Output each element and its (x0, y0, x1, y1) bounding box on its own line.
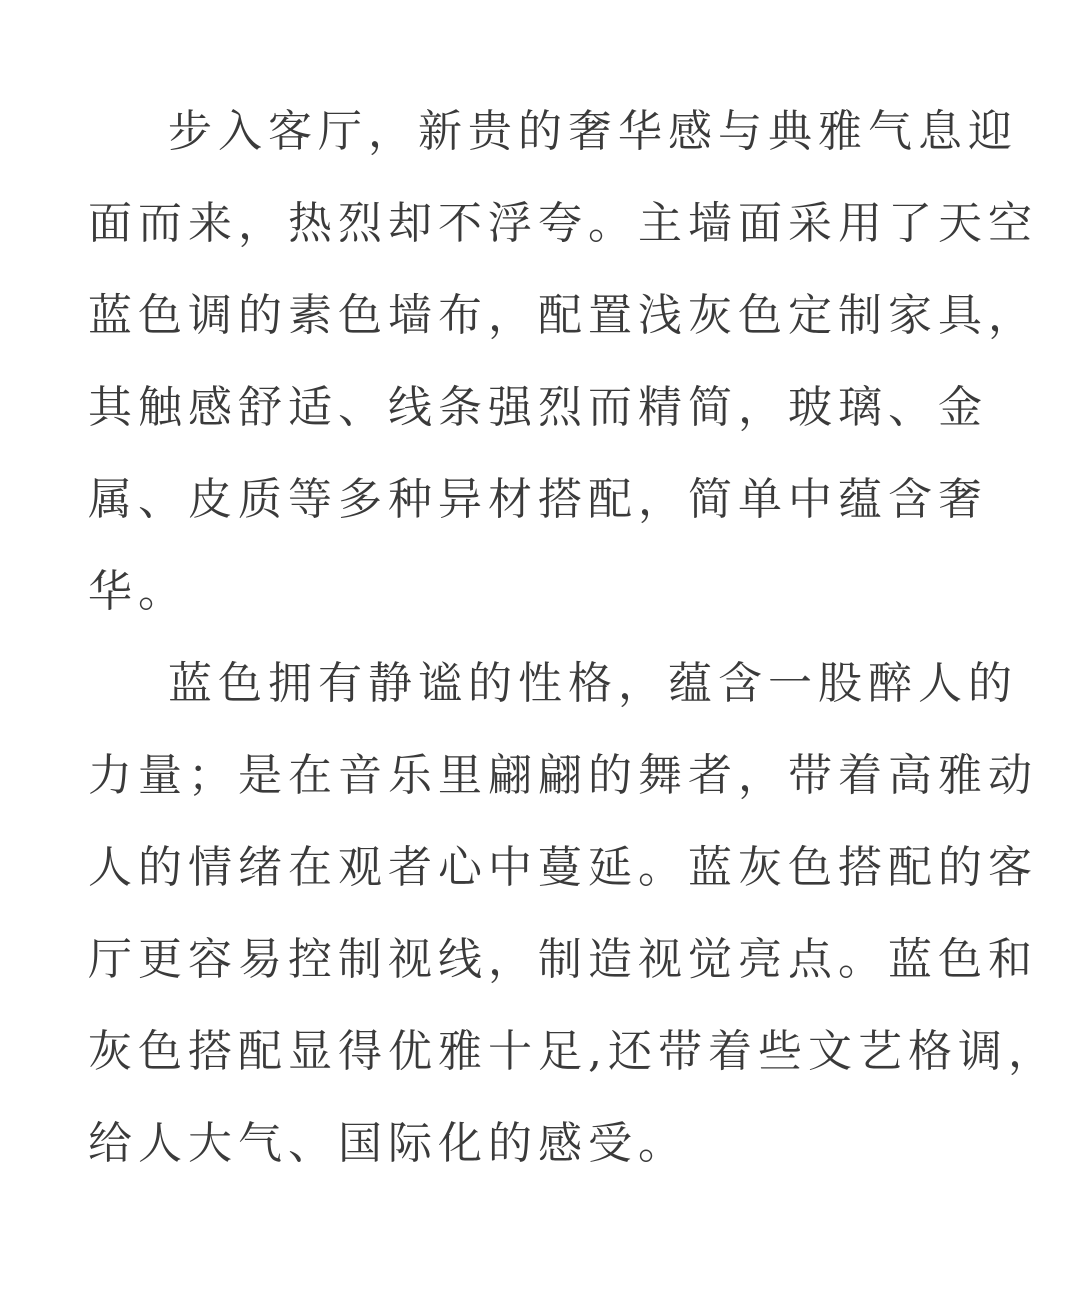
text-line: 步入客厅，新贵的奢华感与典雅气息迎 (168, 106, 1018, 157)
text-line: 给人大气、国际化的感受。 (88, 1118, 688, 1169)
text-line: 属、皮质等多种异材搭配，简单中蕴含奢 (88, 474, 988, 525)
text-line: 灰色搭配显得优雅十足,还带着些文艺格调， (88, 1026, 1058, 1077)
text-line: 华。 (88, 566, 188, 617)
text-line: 力量；是在音乐里翩翩的舞者，带着高雅动 (88, 750, 1038, 801)
text-line: 其触感舒适、线条强烈而精简，玻璃、金 (88, 382, 988, 433)
text-line: 厅更容易控制视线，制造视觉亮点。蓝色和 (88, 934, 1038, 985)
text-line: 蓝色调的素色墙布，配置浅灰色定制家具， (88, 290, 1038, 341)
paragraph-blue-tone (88, 638, 1058, 1190)
text-line: 人的情绪在观者心中蔓延。蓝灰色搭配的客 (88, 842, 1038, 893)
text-line: 面而来，热烈却不浮夸。主墙面采用了天空 (88, 198, 1038, 249)
text-line: 蓝色拥有静谧的性格，蕴含一股醉人的 (168, 658, 1018, 709)
paragraph-living-room (88, 86, 1038, 638)
article-body (88, 86, 1058, 1190)
